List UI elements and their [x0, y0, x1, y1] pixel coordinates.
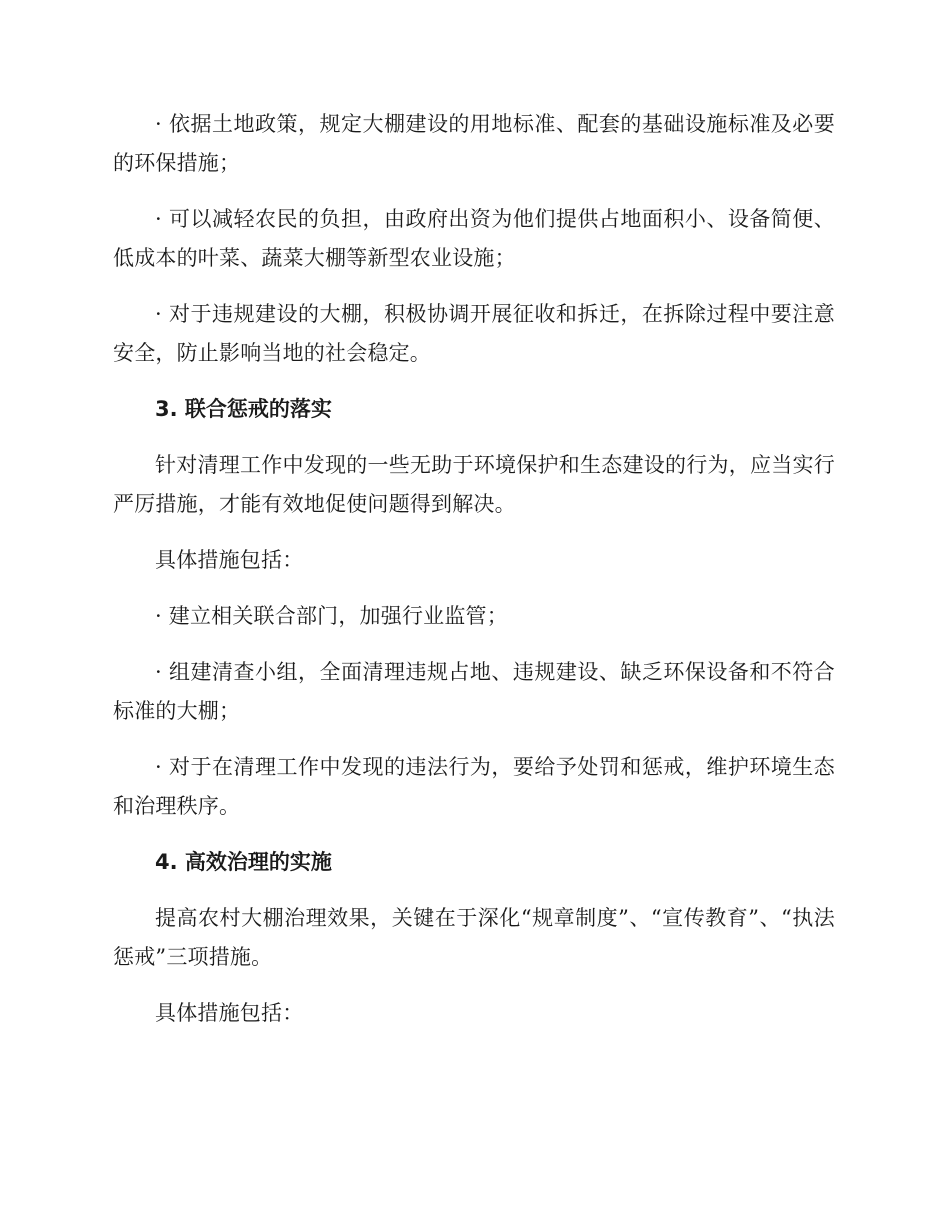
para-measures-include-1: 具体措施包括：: [155, 548, 304, 572]
heading-efficient-governance: 4. 高效治理的实施: [155, 850, 332, 874]
bullet-punishment: · 对于在清理工作中发现的违法行为，要给予处罚和惩戒，维护环境生态和治理秩序。: [113, 755, 835, 818]
para-measures-include-2: 具体措施包括：: [155, 1001, 304, 1025]
heading-joint-punishment: 3. 联合惩戒的落实: [155, 397, 332, 421]
bullet-reduce-burden: · 可以减轻农民的负担，由政府出资为他们提供占地面积小、设备简便、低成本的叶菜、蔬菜大棚等新型农业设施；: [113, 207, 835, 270]
bullet-inspection-team: · 组建清查小组，全面清理违规占地、违规建设、缺乏环保设备和不符合标准的大棚；: [113, 660, 835, 723]
bullet-illegal-sheds: · 对于违规建设的大棚，积极协调开展征收和拆迁，在拆除过程中要注意安全，防止影响当地的社会稳定。: [113, 302, 835, 365]
para-strict-measures: 针对清理工作中发现的一些无助于环境保护和生态建设的行为，应当实行严厉措施，才能有效地促使问题得到解决。: [113, 453, 835, 516]
para-three-measures: 提高农村大棚治理效果，关键在于深化“规章制度”、“宣传教育”、“执法惩戒”三项措施。: [113, 906, 835, 969]
document-page: [113, 105, 835, 1050]
bullet-land-policy: · 依据土地政策，规定大棚建设的用地标准、配套的基础设施标准及必要的环保措施；: [113, 112, 835, 175]
bullet-joint-department: · 建立相关联合部门，加强行业监管；: [155, 604, 508, 628]
